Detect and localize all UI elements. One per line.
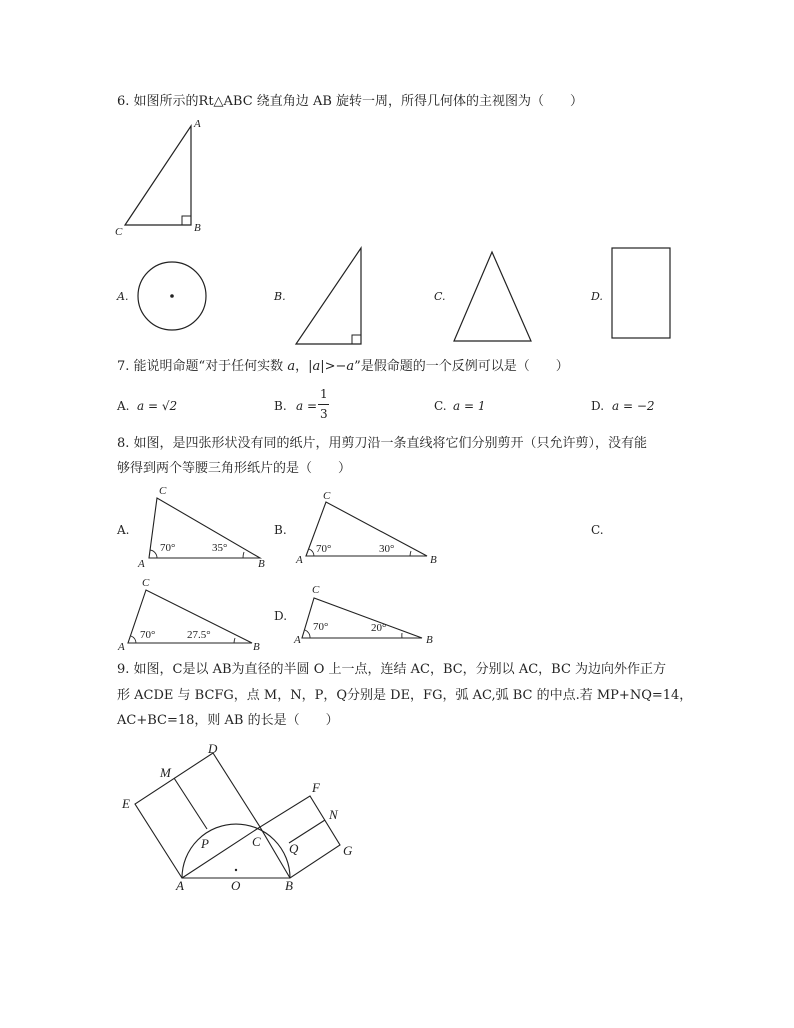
- q7-option-A-expr: a = √2: [137, 399, 178, 413]
- q8-option-C[interactable]: C.: [591, 523, 604, 537]
- q8-option-D-label-B: B: [426, 634, 433, 646]
- q9-line2: 形 ACDE 与 BCFG，点 M，N，P，Q分别是 DE，FG，弧 AC,弧 BC 的中点.若 MP+NQ=14，: [117, 688, 693, 703]
- q9-label-M: M: [160, 765, 171, 780]
- q8-option-D-angle-B: 20°: [371, 622, 387, 634]
- q6-label-B: B: [194, 222, 201, 234]
- q6-option-B[interactable]: B.: [274, 290, 286, 303]
- q8-option-C-triangle: [120, 582, 270, 652]
- q7-option-D-expr: a = −2: [612, 399, 655, 413]
- q7-option-A-letter[interactable]: A.: [117, 399, 130, 413]
- q9-line1: 9. 如图，C是以 AB为直径的半圆 O 上一点，连结 AC，BC，分别以 AC，BC 为边向外作正方: [117, 662, 667, 677]
- q7-text-var: a: [287, 359, 296, 374]
- q8-option-A-angle-A: 70°: [160, 542, 176, 554]
- q8-option-D-label-C: C: [312, 584, 320, 596]
- q9-line3: AC+BC=18，则 AB 的长是（ ）: [117, 713, 339, 728]
- q8-option-A-angle-B: 35°: [212, 542, 228, 554]
- q9-label-F: F: [312, 780, 320, 795]
- q7-text-pre: 7. 能说明命题“对于任何实数: [117, 359, 284, 374]
- q8-option-B-triangle: [298, 494, 438, 574]
- q9-label-N: N: [329, 807, 338, 822]
- q8-option-A-label-A: A: [138, 558, 145, 570]
- q8-option-B[interactable]: B.: [274, 523, 287, 537]
- q9-label-Q: Q: [289, 841, 299, 856]
- q8-option-B-angle-B: 30°: [379, 543, 395, 555]
- q9-label-G: G: [343, 843, 353, 858]
- q9-label-O: O: [231, 878, 241, 893]
- q9-label-P: P: [201, 836, 209, 851]
- q6-text: 6. 如图所示的Rt△ABC 绕直角边 AB 旋转一周，所得几何体的主视图为（ ）: [117, 94, 584, 109]
- q6-option-C-isosceles-triangle: [450, 246, 540, 346]
- q7-option-B-fraction-bar: [318, 404, 329, 405]
- q6-option-A-circle: [134, 258, 214, 338]
- q7-option-B-expr: a =: [296, 399, 318, 413]
- q8-option-D-label-A: A: [294, 634, 301, 646]
- q8-option-B-label-A: A: [296, 554, 303, 566]
- q6-option-D[interactable]: D.: [591, 290, 603, 303]
- q8-option-A[interactable]: A.: [117, 523, 130, 537]
- q6-option-D-rectangle: [608, 244, 678, 344]
- q6-label-A: A: [194, 118, 201, 130]
- q8-option-A-label-C: C: [159, 485, 167, 497]
- q7-text-post: ”是假命题的一个反例可以是（ ）: [354, 359, 569, 374]
- q8-option-D-angle-A: 70°: [313, 621, 329, 633]
- q7-text-abs: |a|>−a: [308, 359, 355, 374]
- q9-figure-semicircle-squares: [120, 740, 380, 900]
- q9-label-B: B: [285, 878, 293, 893]
- q7-option-B-letter[interactable]: B.: [274, 399, 287, 413]
- q6-option-C[interactable]: C.: [434, 290, 446, 303]
- q8-option-A-triangle: [140, 490, 270, 570]
- q6-label-C: C: [115, 226, 123, 238]
- q8-option-C-label-B: B: [253, 641, 260, 653]
- q8-option-B-label-C: C: [323, 490, 331, 502]
- q8-option-C-label-C: C: [142, 577, 150, 589]
- q8-option-D-triangle: [296, 590, 436, 650]
- q8-line1: 8. 如图，是四张形状没有同的纸片，用剪刀沿一条直线将它们分别剪开（只允许剪），没有能: [117, 436, 648, 451]
- q9-label-D: D: [208, 741, 218, 756]
- q6-option-B-right-triangle: [292, 242, 372, 352]
- q6-option-A[interactable]: A.: [117, 290, 129, 303]
- q9-label-E: E: [122, 796, 130, 811]
- q8-option-D[interactable]: D.: [274, 609, 288, 623]
- q7-option-B-denominator: 3: [320, 407, 328, 421]
- q9-label-A: A: [176, 878, 184, 893]
- q8-option-A-label-B: B: [258, 558, 265, 570]
- q7-option-D-letter[interactable]: D.: [591, 399, 605, 413]
- q8-option-C-label-A: A: [118, 641, 125, 653]
- q7-text: [117, 359, 569, 375]
- q8-line2: 够得到两个等腰三角形纸片的是（ ）: [117, 461, 352, 476]
- q7-text-mid: ，: [295, 359, 309, 374]
- q8-option-B-label-B: B: [430, 554, 437, 566]
- q8-option-C-angle-B: 27.5°: [187, 629, 211, 641]
- q7-option-B-numerator: 1: [320, 387, 328, 401]
- q7-option-C-letter[interactable]: C.: [434, 399, 447, 413]
- q7-option-C-expr: a = 1: [453, 399, 486, 413]
- q9-label-C: C: [252, 834, 261, 849]
- q8-option-B-angle-A: 70°: [316, 543, 332, 555]
- q6-figure-right-triangle: [110, 118, 210, 238]
- q8-option-C-angle-A: 70°: [140, 629, 156, 641]
